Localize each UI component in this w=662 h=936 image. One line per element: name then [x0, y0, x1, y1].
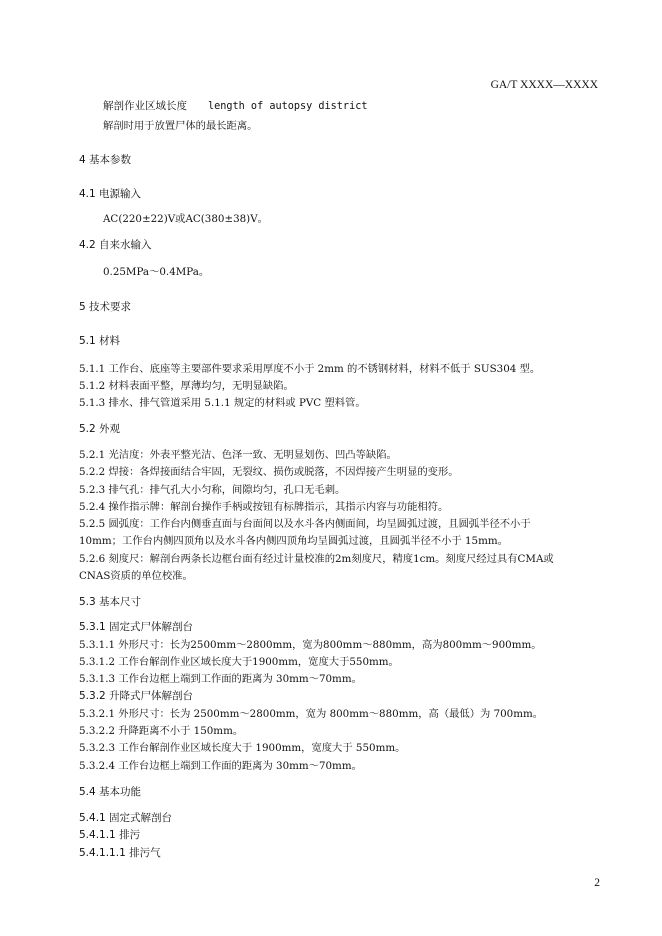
clause-5-2-4: 5.2.4 操作指示牌：解剖台操作手柄或按钮有标牌指示，其指示内容与功能相符。: [79, 501, 449, 513]
section-5-4-1-heading: 5.4.1 固定式解剖台: [79, 812, 173, 824]
clause-5-2-1: 5.2.1 光洁度：外表平整光洁、色泽一致、无明显划伤、凹凸等缺陷。: [79, 449, 397, 461]
clause-5-1-1: 5.1.1 工作台、底座等主要部件要求采用厚度不小于 2mm 的不锈钢材料，材料不低于 SUS304 型。: [79, 363, 541, 375]
section-5-3-2-heading: 5.3.2 升降式尸体解剖台: [79, 690, 194, 702]
section-4-2-heading: 4.2 自来水输入: [79, 239, 152, 251]
clause-5-2-5-line-2: 10mm；工作台内侧四顶角以及水斗各内侧四顶角均呈圆弧过渡，且圆弧半径不小于 15mm。: [79, 535, 508, 547]
term-title-en: length of autopsy district: [208, 101, 368, 112]
document-id-header: GA/T XXXX—XXXX: [490, 79, 598, 91]
clause-5-2-2: 5.2.2 焊接：各焊接面结合牢固，无裂纹、损伤或脱落，不因焊接产生明显的变形。: [79, 466, 459, 478]
clause-5-2-6-line-1: 5.2.6 刻度尺：解剖台两条长边框台面有经过计量校准的2m刻度尺，精度1cm。刻度尺经过具有CMA或: [79, 553, 554, 565]
term-definition: 解剖时用于放置尸体的最长距离。: [103, 120, 258, 132]
section-4-heading: 4 基本参数: [79, 154, 132, 166]
clause-5-1-3: 5.1.3 排水、排气管道采用 5.1.1 规定的材料或 PVC 塑料管。: [79, 397, 366, 409]
section-5-3-1-heading: 5.3.1 固定式尸体解剖台: [79, 621, 194, 633]
section-5-4-1-1-heading: 5.4.1.1 排污: [79, 829, 141, 841]
clause-5-2-3: 5.2.3 排气孔：排气孔大小匀称，间隙均匀，孔口无毛刺。: [79, 484, 346, 496]
section-5-3-heading: 5.3 基本尺寸: [79, 596, 142, 608]
page-number: 2: [594, 877, 600, 889]
section-5-1-heading: 5.1 材料: [79, 335, 121, 347]
clause-5-1-2: 5.1.2 材料表面平整，厚薄均匀，无明显缺陷。: [79, 380, 294, 392]
clause-5-3-2-1: 5.3.2.1 外形尺寸：长为 2500mm～2800mm，宽为 800mm～880mm，高（最低）为 700mm。: [79, 708, 544, 720]
section-5-2-heading: 5.2 外观: [79, 423, 121, 435]
clause-5-3-2-4: 5.3.2.4 工作台边框上端到工作面的距离为 30mm～70mm。: [79, 760, 362, 772]
section-5-4-1-1-1-heading: 5.4.1.1.1 排污气: [79, 847, 161, 859]
clause-5-3-1-1: 5.3.1.1 外形尺寸：长为2500mm～2800mm，宽为800mm～880mm，高为800mm～900mm。: [79, 639, 542, 651]
clause-5-3-2-3: 5.3.2.3 工作台解剖作业区域长度大于 1900mm，宽度大于 550mm。: [79, 742, 406, 754]
clause-5-2-5-line-1: 5.2.5 圆弧度：工作台内侧垂直面与台面间以及水斗各内侧面间，均呈圆弧过渡，且圆弧半径不小于: [79, 518, 531, 530]
clause-5-3-2-2: 5.3.2.2 升降距离不小于 150mm。: [79, 725, 244, 737]
clause-5-3-1-3: 5.3.1.3 工作台边框上端到工作面的距离为 30mm～70mm。: [79, 673, 362, 685]
clause-5-2-6-line-2: CNAS资质的单位校准。: [79, 570, 193, 582]
clause-5-3-1-2: 5.3.1.2 工作台解剖作业区域长度大于1900mm，宽度大于550mm。: [79, 656, 399, 668]
section-5-heading: 5 技术要求: [79, 301, 132, 313]
term-title-cn: 解剖作业区域长度: [103, 100, 187, 112]
section-5-4-heading: 5.4 基本功能: [79, 786, 142, 798]
section-4-1-heading: 4.1 电源输入: [79, 188, 142, 200]
section-4-1-text: AC(220±22)V或AC(380±38)V。: [103, 213, 268, 225]
section-4-2-text: 0.25MPa～0.4MPa。: [103, 266, 210, 278]
